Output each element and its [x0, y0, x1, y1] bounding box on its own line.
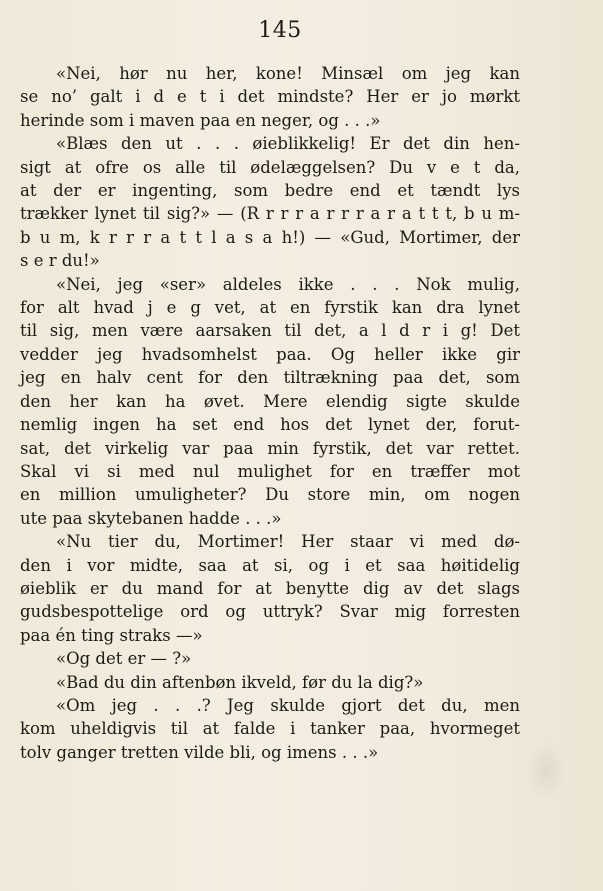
text-line: den i vor midte, saa at si, og i et saa høitidelig: [20, 555, 520, 575]
text-line: at der er ingenting, som bedre end et tændt lys: [20, 181, 520, 201]
text-line: «Nu tier du, Mortimer! Her staar vi med dø-: [56, 532, 520, 552]
text-line: Skal vi si med nul mulighet for en træffer mot: [20, 461, 520, 481]
text-line: ute paa skytebanen hadde . . .»: [20, 508, 282, 528]
paper-smudge: [525, 740, 567, 800]
text-line: tolv ganger tretten vilde bli, og imens . . .»: [20, 742, 379, 762]
text-line: nemlig ingen ha set end hos det lynet der, forut-: [20, 415, 520, 435]
text-line: «Nei, jeg «ser» aldeles ikke . . . Nok mulig,: [56, 274, 520, 294]
text-line: sat, det virkelig var paa min fyrstik, det var rettet.: [20, 438, 520, 458]
text-line: sigt at ofre os alle til ødelæggelsen? Du v e t da,: [20, 157, 520, 177]
text-line: øieblik er du mand for at benytte dig av det slags: [20, 578, 520, 598]
text-line: jeg en halv cent for den tiltrækning paa det, som: [20, 368, 520, 388]
text-line: «Nei, hør nu her, kone! Minsæl om jeg kan: [56, 64, 520, 83]
text-line: vedder jeg hvadsomhelst paa. Og heller ikke gir: [20, 344, 520, 364]
text-line: «Og det er — ?»: [56, 649, 192, 669]
text-line: paa én ting straks —»: [20, 625, 203, 645]
page-number: 145: [258, 18, 302, 43]
text-line: den her kan ha øvet. Mere elendig sigte skulde: [20, 391, 520, 411]
text-line: kom uheldigvis til at falde i tanker paa, hvormeget: [20, 719, 520, 739]
text-line: «Blæs den ut . . . øieblikkelig! Er det din hen-: [56, 134, 520, 154]
text-line: trækker lynet til sig?» — (R r r r a r r r a r a t t t, b u m-: [20, 204, 520, 224]
body-text: [20, 62, 520, 764]
text-line: s e r du!»: [20, 251, 100, 271]
text-line: til sig, men være aarsaken til det, a l d r i g! Det: [20, 321, 520, 341]
text-line: gudsbespottelige ord og uttryk? Svar mig forresten: [20, 602, 520, 622]
text-line: for alt hvad j e g vet, at en fyrstik kan dra lynet: [20, 298, 520, 318]
text-line: herinde som i maven paa en neger, og . . .»: [20, 110, 381, 130]
text-line: «Bad du din aftenbøn ikveld, før du la dig?»: [56, 672, 424, 692]
text-line: «Om jeg . . .? Jeg skulde gjort det du, men: [56, 695, 520, 715]
text-line: b u m, k r r r a t t l a s a h!) — «Gud, Mortimer, der: [20, 227, 520, 247]
text-line: se no’ galt i d e t i det mindste? Her er jo mørkt: [20, 87, 520, 107]
text-line: en million umuligheter? Du store min, om nogen: [20, 485, 520, 505]
